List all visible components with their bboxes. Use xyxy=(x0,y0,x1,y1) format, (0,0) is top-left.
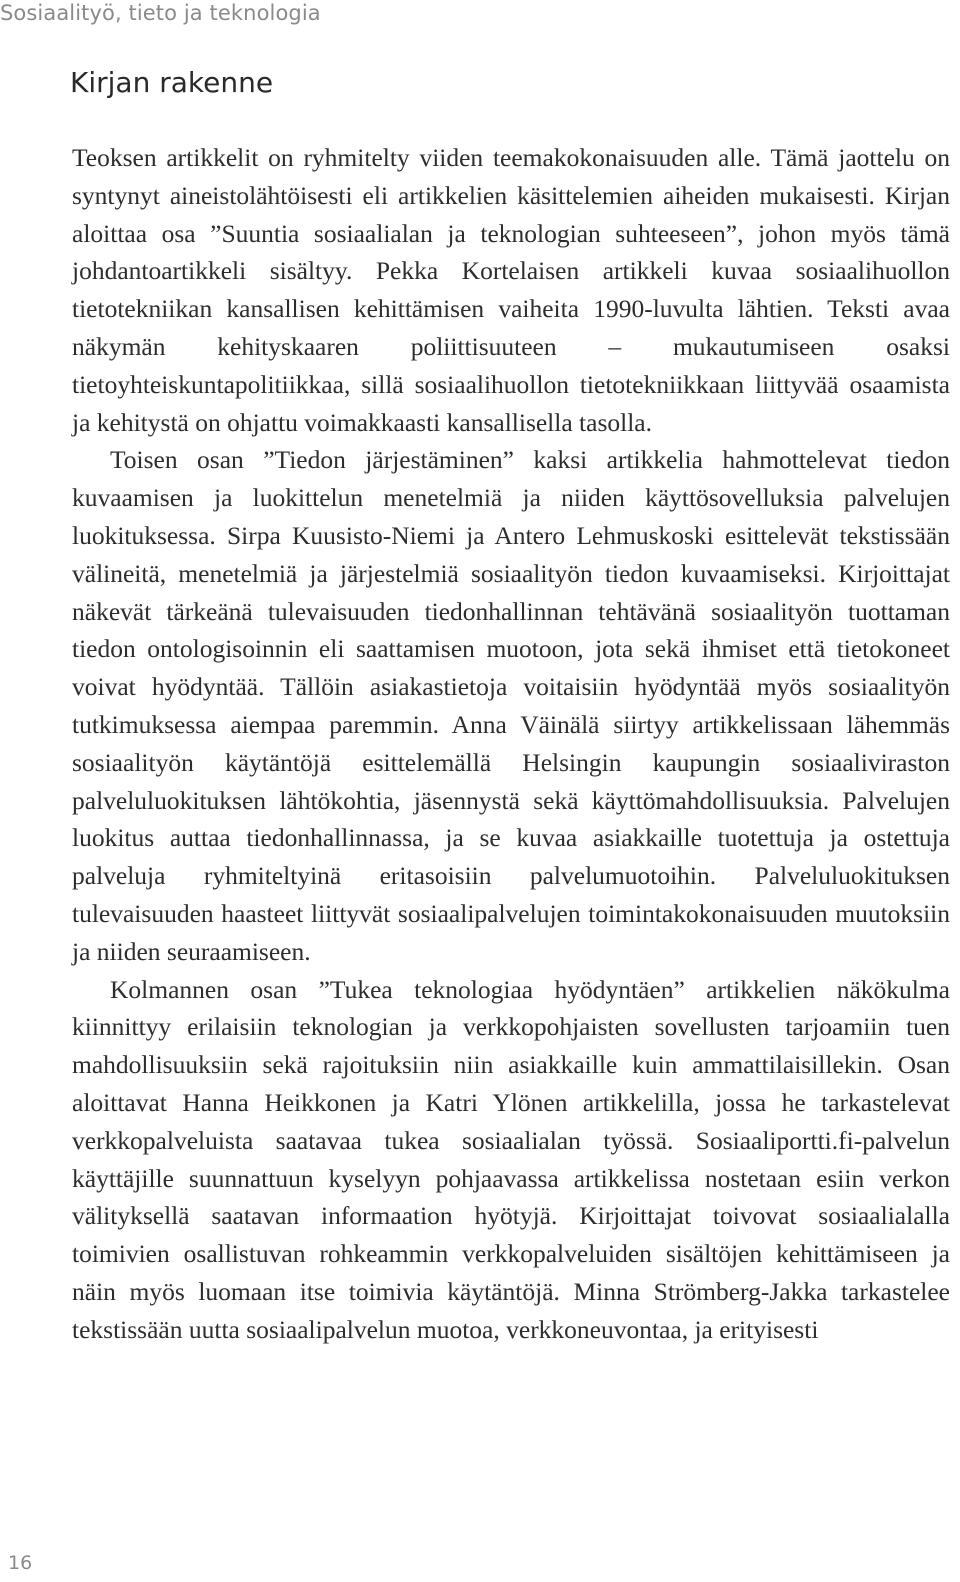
running-header: Sosiaalityö, tieto ja teknologia xyxy=(0,1,321,25)
paragraph-2: Toisen osan ”Tiedon järjestäminen” kaksi artikkelia hahmottelevat tiedon kuvaamisen ja luokittelun menetelmiä ja niiden käyttösovelluksia palvelujen luokituksessa. Sirpa Kuusisto-Niemi ja Antero Lehmuskoski esittelevät tekstissään välineitä, menetelmiä ja järjestelmiä sosiaalityön tiedon kuvaamiseksi. Kirjoittajat näkevät tärkeänä tulevaisuuden tiedonhallinnan tehtävänä sosiaalityön tuottaman tiedon ontologisoinnin eli saattamisen muotoon, jota sekä ihmiset että tietokoneet voivat hyödyntää. Tällöin asiakastietoja voitaisiin hyödyntää myös sosiaalityön tutkimuksessa aiempaa paremmin. Anna Väinälä siirtyy artikkelissaan lähemmäs sosiaalityön käytäntöjä esittelemällä Helsingin kaupungin sosiaaliviraston palveluluokituksen lähtökohtia, jäsennystä sekä käyttömahdollisuuksia. Palvelujen luokitus auttaa tiedonhallinnassa, ja se kuvaa asiakkaille tuotettuja ja ostettuja palveluja ryhmiteltyinä eritasoisiin palvelumuotoihin. Palveluluokituksen tulevaisuuden haasteet liittyvät sosiaalipalvelujen toimintakokonaisuuden muutoksiin ja niiden seuraamiseen. xyxy=(72,445,950,966)
body-text xyxy=(72,139,950,1349)
page-number: 16 xyxy=(8,1552,33,1574)
section-title: Kirjan rakenne xyxy=(70,66,274,99)
paragraph-3: Kolmannen osan ”Tukea teknologiaa hyödyntäen” artikkelien näkökulma kiinnittyy erilaisiin teknologian ja verkkopohjaisten sovellusten tarjoamiin tuen mahdollisuuksiin sekä rajoituksiin niin asiakkaille kuin ammattilaisillekin. Osan aloittavat Hanna Heikkonen ja Katri Ylönen artikkelilla, jossa he tarkastelevat verkkopalveluista saatavaa tukea sosiaalialan työssä. Sosiaaliportti.fi-palvelun käyttäjille suunnattuun kyselyyn pohjaavassa artikkelissa nostetaan esiin verkon välityksellä saatavan informaation hyötyjä. Kirjoittajat toivovat sosiaalialalla toimivien osallistuvan rohkeammin verkkopalveluiden sisältöjen kehittämiseen ja näin myös luomaan itse toimivia käytäntöjä. Minna Strömberg-Jakka tarkastelee tekstissään uutta sosiaalipalvelun muotoa, verkkoneuvontaa, ja erityisesti xyxy=(72,974,950,1344)
paragraph-1: Teoksen artikkelit on ryhmitelty viiden teemakokonaisuuden alle. Tämä jaottelu on syntynyt aineistolähtöisesti eli artikkelien käsittelemien aiheiden mukaisesti. Kirjan aloittaa osa ”Suuntia sosiaalialan ja teknologian suhteeseen”, johon myös tämä johdantoartikkeli sisältyy. Pekka Kortelaisen artikkeli kuvaa sosiaalihuollon tietotekniikan kansallisen kehittämisen vaiheita 1990-luvulta lähtien. Teksti avaa näkymän kehityskaaren poliittisuuteen – mukautumiseen osaksi tietoyhteiskuntapolitiikkaa, sillä sosiaalihuollon tietotekniikkaan liittyvää osaamista ja kehitystä on ohjattu voimakkaasti kansallisella tasolla. xyxy=(72,143,950,437)
